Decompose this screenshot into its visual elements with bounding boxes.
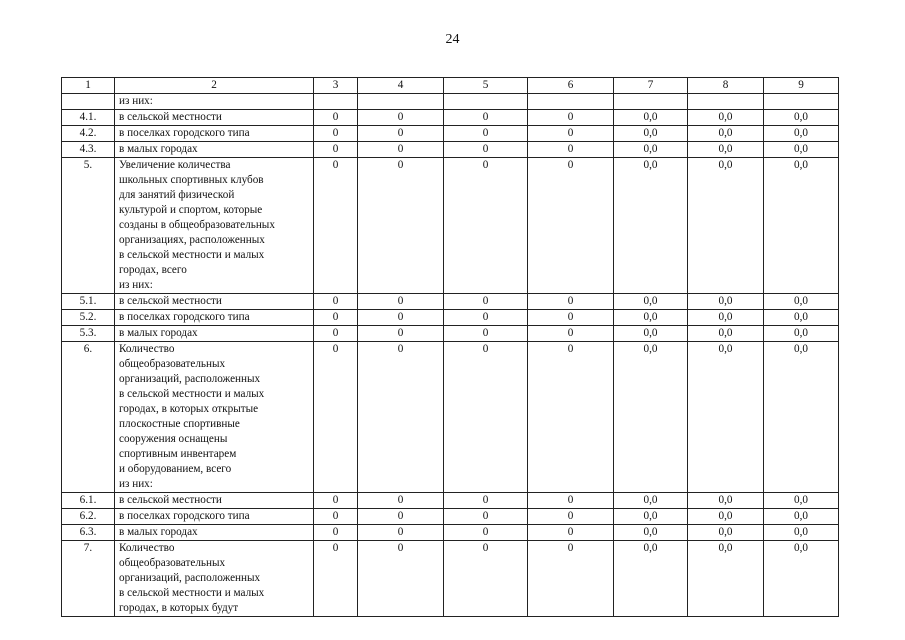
value-cell: 0,0 (688, 509, 764, 525)
value-cell: 0 (358, 493, 444, 509)
value-cell: 0 (444, 493, 528, 509)
row-number: 6.2. (62, 509, 115, 525)
value-cell: 0,0 (764, 294, 839, 310)
value-cell: 0 (358, 126, 444, 142)
value-cell: 0 (528, 110, 614, 126)
value-cell (444, 94, 528, 110)
value-cell: 0 (528, 541, 614, 617)
value-cell: 0 (444, 525, 528, 541)
row-number: 4.1. (62, 110, 115, 126)
value-cell: 0,0 (764, 142, 839, 158)
value-cell: 0 (314, 541, 358, 617)
row-indicator: в сельской местности (115, 294, 314, 310)
value-cell: 0,0 (614, 110, 688, 126)
row-number: 5.3. (62, 326, 115, 342)
row-number (62, 94, 115, 110)
row-number: 7. (62, 541, 115, 617)
value-cell: 0 (314, 158, 358, 294)
value-cell: 0,0 (688, 294, 764, 310)
value-cell: 0,0 (764, 342, 839, 493)
value-cell: 0 (314, 342, 358, 493)
value-cell: 0 (314, 294, 358, 310)
value-cell: 0,0 (764, 541, 839, 617)
value-cell: 0 (358, 509, 444, 525)
value-cell: 0 (444, 126, 528, 142)
table-row (62, 326, 839, 342)
row-indicator: Количество общеобразовательных организаций, расположенных в сельской местности и малых городах, в которых будут (115, 541, 314, 617)
value-cell: 0 (444, 541, 528, 617)
value-cell: 0,0 (614, 310, 688, 326)
value-cell: 0 (314, 326, 358, 342)
table-row (62, 509, 839, 525)
table-header-row (62, 78, 839, 94)
value-cell (528, 94, 614, 110)
value-cell: 0,0 (688, 326, 764, 342)
value-cell: 0,0 (614, 326, 688, 342)
value-cell: 0,0 (614, 294, 688, 310)
table-row (62, 294, 839, 310)
column-header: 8 (688, 78, 764, 94)
value-cell: 0 (314, 142, 358, 158)
column-header: 6 (528, 78, 614, 94)
value-cell: 0 (358, 326, 444, 342)
value-cell: 0 (528, 294, 614, 310)
value-cell: 0 (358, 541, 444, 617)
column-header: 5 (444, 78, 528, 94)
value-cell: 0,0 (688, 310, 764, 326)
value-cell: 0,0 (614, 342, 688, 493)
row-indicator: в поселках городского типа (115, 509, 314, 525)
table-row (62, 126, 839, 142)
value-cell: 0,0 (614, 509, 688, 525)
value-cell: 0,0 (764, 525, 839, 541)
value-cell (614, 94, 688, 110)
value-cell: 0 (314, 509, 358, 525)
value-cell: 0 (358, 110, 444, 126)
value-cell: 0,0 (764, 310, 839, 326)
value-cell: 0,0 (688, 158, 764, 294)
value-cell: 0 (444, 342, 528, 493)
value-cell: 0,0 (614, 541, 688, 617)
row-indicator: в сельской местности (115, 110, 314, 126)
value-cell: 0,0 (688, 493, 764, 509)
value-cell: 0 (358, 525, 444, 541)
value-cell: 0 (528, 142, 614, 158)
column-header: 1 (62, 78, 115, 94)
row-number: 4.3. (62, 142, 115, 158)
value-cell (314, 94, 358, 110)
table-row (62, 110, 839, 126)
row-number: 5. (62, 158, 115, 294)
table-row (62, 342, 839, 493)
row-indicator: Количество общеобразовательных организаций, расположенных в сельской местности и малых городах, в которых открытые плоскостные спортивные сооружения оснащены спортивным инвентарем и оборудованием, всего из них: (115, 342, 314, 493)
row-indicator: в сельской местности (115, 493, 314, 509)
column-header: 9 (764, 78, 839, 94)
value-cell: 0 (528, 310, 614, 326)
row-indicator: в малых городах (115, 142, 314, 158)
row-indicator: в малых городах (115, 525, 314, 541)
column-header: 3 (314, 78, 358, 94)
value-cell: 0 (528, 509, 614, 525)
value-cell (764, 94, 839, 110)
value-cell: 0 (444, 142, 528, 158)
value-cell: 0,0 (614, 525, 688, 541)
value-cell: 0 (444, 509, 528, 525)
table-row (62, 94, 839, 110)
column-header: 4 (358, 78, 444, 94)
value-cell: 0,0 (614, 493, 688, 509)
column-header: 7 (614, 78, 688, 94)
table-row (62, 525, 839, 541)
value-cell: 0 (528, 326, 614, 342)
value-cell: 0 (528, 158, 614, 294)
value-cell: 0 (528, 342, 614, 493)
table-row (62, 158, 839, 294)
value-cell: 0,0 (764, 326, 839, 342)
page-number: 24 (445, 32, 460, 47)
value-cell: 0,0 (764, 509, 839, 525)
value-cell: 0 (528, 525, 614, 541)
value-cell: 0 (314, 110, 358, 126)
table-row (62, 493, 839, 509)
value-cell: 0 (358, 294, 444, 310)
value-cell: 0,0 (688, 142, 764, 158)
row-number: 5.1. (62, 294, 115, 310)
value-cell: 0 (314, 310, 358, 326)
value-cell: 0 (314, 525, 358, 541)
value-cell: 0,0 (688, 541, 764, 617)
value-cell: 0 (314, 126, 358, 142)
row-number: 6. (62, 342, 115, 493)
row-number: 6.3. (62, 525, 115, 541)
table-row (62, 541, 839, 617)
value-cell: 0 (528, 493, 614, 509)
value-cell: 0,0 (614, 158, 688, 294)
value-cell: 0,0 (614, 142, 688, 158)
value-cell: 0 (444, 110, 528, 126)
value-cell: 0 (358, 310, 444, 326)
value-cell: 0 (358, 158, 444, 294)
value-cell: 0 (444, 294, 528, 310)
value-cell: 0,0 (764, 110, 839, 126)
value-cell: 0,0 (688, 126, 764, 142)
row-number: 5.2. (62, 310, 115, 326)
row-indicator: Увеличение количества школьных спортивных клубов для занятий физической культурой и спортом, которые созданы в общеобразовательных организациях, расположенных в сельской местности и малых городах, всего из них: (115, 158, 314, 294)
value-cell: 0,0 (688, 110, 764, 126)
row-indicator: в поселках городского типа (115, 126, 314, 142)
value-cell: 0 (444, 310, 528, 326)
table-row (62, 142, 839, 158)
value-cell: 0,0 (614, 126, 688, 142)
value-cell: 0,0 (764, 158, 839, 294)
row-indicator: в малых городах (115, 326, 314, 342)
column-header: 2 (115, 78, 314, 94)
table-row (62, 310, 839, 326)
value-cell: 0 (528, 126, 614, 142)
value-cell: 0,0 (764, 493, 839, 509)
value-cell: 0 (358, 142, 444, 158)
value-cell: 0 (358, 342, 444, 493)
value-cell (358, 94, 444, 110)
value-cell: 0,0 (764, 126, 839, 142)
row-number: 6.1. (62, 493, 115, 509)
value-cell (688, 94, 764, 110)
data-table (61, 77, 839, 617)
value-cell: 0 (444, 158, 528, 294)
value-cell: 0 (444, 326, 528, 342)
row-number: 4.2. (62, 126, 115, 142)
row-indicator: из них: (115, 94, 314, 110)
value-cell: 0,0 (688, 342, 764, 493)
row-indicator: в поселках городского типа (115, 310, 314, 326)
value-cell: 0,0 (688, 525, 764, 541)
value-cell: 0 (314, 493, 358, 509)
